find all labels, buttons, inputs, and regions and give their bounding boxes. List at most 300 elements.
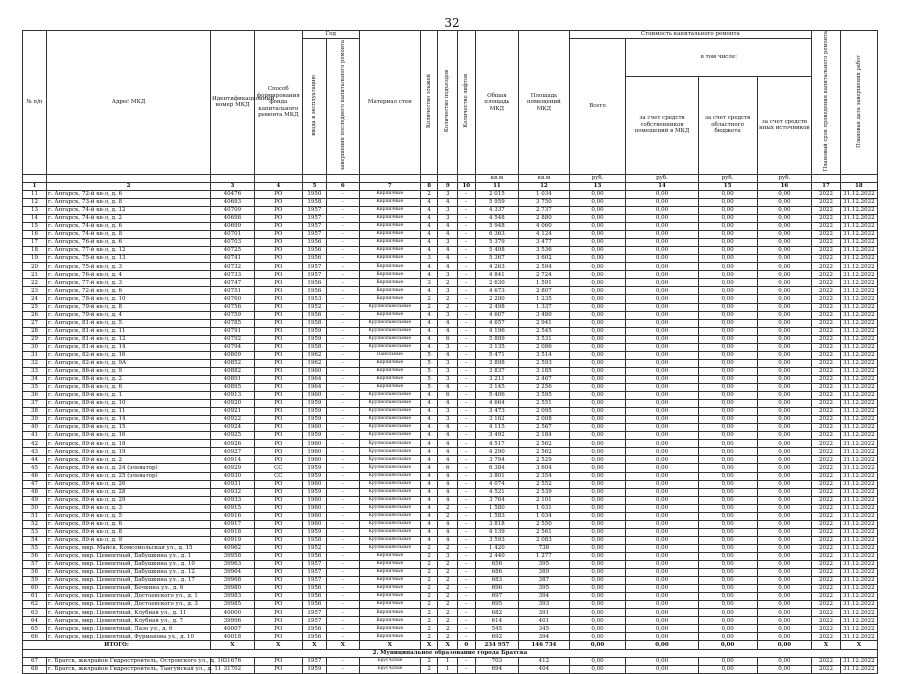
cell-cost-region: 0,00 (698, 327, 757, 335)
cell-floors: 4 (420, 504, 437, 512)
cell-year-commission: 1960 (302, 424, 326, 432)
cell-area-total: 1 580 (475, 504, 519, 512)
cell-wall-material: Кирпичные (359, 263, 420, 271)
cell-cost-total: 0,00 (569, 223, 626, 231)
table-row (23, 448, 878, 456)
cell-planned-end: 31.12.2022 (840, 665, 877, 673)
cell-wall-material: Панельные (359, 351, 420, 359)
unit-cell: руб. (569, 174, 626, 182)
total-cell: X (438, 641, 458, 649)
cell-address: г. Ангарск, 89-й кв-л, д. 5 (47, 512, 211, 520)
total-cell: X (420, 641, 437, 649)
cell-row-number: 50 (23, 504, 47, 512)
cell-floors: 4 (420, 271, 437, 279)
cell-year-commission: 1957 (302, 577, 326, 585)
cell-area-premises: 401 (519, 617, 569, 625)
table-row (23, 488, 878, 496)
cell-row-number: 52 (23, 520, 47, 528)
cell-year-last-repair: - (326, 327, 359, 335)
cell-address: г. Ангарск, 86-й кв-л, д. 9 (47, 367, 211, 375)
cell-address: г. Ангарск, 88-й кв-л, д. 6 (47, 383, 211, 391)
cell-planned-end: 31.12.2022 (840, 223, 877, 231)
cell-mkd-id: 40759 (211, 311, 255, 319)
table-row (23, 569, 878, 577)
cell-planned-end: 31.12.2022 (840, 319, 877, 327)
cell-year-commission: 1957 (302, 215, 326, 223)
cell-lifts: - (458, 215, 475, 223)
cell-floors: 2 (420, 295, 437, 303)
table-row (23, 424, 878, 432)
cell-cost-other: 0,00 (757, 561, 812, 569)
cell-entrances: 3 (438, 359, 458, 367)
cell-lifts: - (458, 657, 475, 665)
cell-entrances: 4 (438, 448, 458, 456)
cell-cost-other: 0,00 (757, 287, 812, 295)
cell-address: г. Ангарск, мкр. Майск, Комсомольская ул., д. 15 (47, 544, 211, 552)
cell-cost-total: 0,00 (569, 625, 626, 633)
cell-fund-method: РО (254, 496, 302, 504)
cell-deadline: 2022 (812, 512, 840, 520)
cell-area-premises: 391 (519, 609, 569, 617)
cell-cost-other: 0,00 (757, 408, 812, 416)
cell-cost-total: 0,00 (569, 617, 626, 625)
cell-mkd-id: 40913 (211, 392, 255, 400)
cell-floors: 4 (420, 536, 437, 544)
cell-area-premises: 2 008 (519, 416, 569, 424)
cell-area-total: 3 801 (475, 472, 519, 480)
cell-year-commission: 1960 (302, 512, 326, 520)
cell-area-total: 4 337 (475, 206, 519, 214)
cell-area-total: 4 196 (475, 327, 519, 335)
cell-row-number: 58 (23, 569, 47, 577)
cell-floors: 4 (420, 512, 437, 520)
cell-fund-method: РО (254, 520, 302, 528)
hdr-area-premises: Площадь помещений МКД (519, 31, 569, 175)
cell-wall-material: Кирпичные (359, 295, 420, 303)
total-cell: 0 (458, 641, 475, 649)
hdr-id: Идентификационный номер МКД (211, 31, 255, 175)
cell-floors: 4 (420, 528, 437, 536)
cell-floors: 4 (420, 392, 437, 400)
cell-lifts: - (458, 287, 475, 295)
unit-cell: кв.м (475, 174, 519, 182)
cell-mkd-id: 40000 (211, 609, 255, 617)
cell-planned-end: 31.12.2022 (840, 496, 877, 504)
cell-year-last-repair: - (326, 665, 359, 673)
cell-entrances: 2 (438, 504, 458, 512)
cell-cost-owners: 0,00 (626, 448, 698, 456)
cell-area-total: 4 139 (475, 528, 519, 536)
cell-cost-other: 0,00 (757, 633, 812, 641)
cell-cost-other: 0,00 (757, 400, 812, 408)
cell-planned-end: 31.12.2022 (840, 472, 877, 480)
cell-row-number: 46 (23, 472, 47, 480)
hdr-cost-group: Стоимость капитального ремонта (569, 31, 812, 39)
cell-cost-total: 0,00 (569, 552, 626, 560)
cell-mkd-id: 40725 (211, 247, 255, 255)
table-row (23, 440, 878, 448)
cell-area-premises: 2 354 (519, 472, 569, 480)
cell-cost-region: 0,00 (698, 512, 757, 520)
cell-row-number: 53 (23, 528, 47, 536)
cell-cost-total: 0,00 (569, 383, 626, 391)
cell-planned-end: 31.12.2022 (840, 585, 877, 593)
cell-year-commission: 1960 (302, 480, 326, 488)
cell-cost-other: 0,00 (757, 231, 812, 239)
cell-entrances: 3 (438, 375, 458, 383)
cell-cost-other: 0,00 (757, 536, 812, 544)
cell-area-premises: 3 185 (519, 367, 569, 375)
cell-cost-region: 0,00 (698, 520, 757, 528)
cell-area-total: 3 162 (475, 416, 519, 424)
cell-entrances: 2 (438, 512, 458, 520)
cell-wall-material: Кирпичные (359, 247, 420, 255)
cell-area-premises: 394 (519, 633, 569, 641)
cell-deadline: 2022 (812, 528, 840, 536)
cell-cost-owners: 0,00 (626, 432, 698, 440)
cell-row-number: 41 (23, 432, 47, 440)
cell-cost-total: 0,00 (569, 247, 626, 255)
cell-deadline: 2022 (812, 311, 840, 319)
cell-year-commission: 1960 (302, 440, 326, 448)
cell-floors: 4 (420, 464, 437, 472)
cell-area-premises: 738 (519, 544, 569, 552)
cell-cost-total: 0,00 (569, 375, 626, 383)
total-cell: 0,00 (626, 641, 698, 649)
cell-planned-end: 31.12.2022 (840, 577, 877, 585)
cell-year-commission: 1960 (302, 392, 326, 400)
cell-address: г. Ангарск, 78-й кв-л, д. 10 (47, 295, 211, 303)
cell-cost-region: 0,00 (698, 552, 757, 560)
cell-entrances: 3 (438, 287, 458, 295)
cell-mkd-id: 39985 (211, 601, 255, 609)
cell-cost-total: 0,00 (569, 504, 626, 512)
cell-mkd-id: 40785 (211, 319, 255, 327)
cell-wall-material: Кирпичные (359, 287, 420, 295)
cell-cost-owners: 0,00 (626, 569, 698, 577)
cell-planned-end: 31.12.2022 (840, 383, 877, 391)
cell-cost-other: 0,00 (757, 480, 812, 488)
cell-lifts: - (458, 319, 475, 327)
cell-entrances: 6 (438, 392, 458, 400)
cell-entrances: 2 (438, 295, 458, 303)
cell-deadline: 2022 (812, 561, 840, 569)
cell-lifts: - (458, 520, 475, 528)
cell-planned-end: 31.12.2022 (840, 633, 877, 641)
cell-lifts: - (458, 343, 475, 351)
cell-area-premises: 2 545 (519, 327, 569, 335)
cell-planned-end: 31.12.2022 (840, 279, 877, 287)
cell-cost-total: 0,00 (569, 665, 626, 673)
cell-deadline: 2022 (812, 440, 840, 448)
cell-row-number: 16 (23, 231, 47, 239)
cell-cost-region: 0,00 (698, 472, 757, 480)
cell-floors: 4 (420, 198, 437, 206)
cell-wall-material: Кирпичные (359, 577, 420, 585)
cell-cost-owners: 0,00 (626, 512, 698, 520)
cell-year-last-repair: - (326, 593, 359, 601)
cell-floors: 5 (420, 367, 437, 375)
cell-row-number: 36 (23, 392, 47, 400)
cell-cost-total: 0,00 (569, 593, 626, 601)
cell-lifts: - (458, 279, 475, 287)
cell-area-total: 4 841 (475, 271, 519, 279)
cell-cost-other: 0,00 (757, 335, 812, 343)
hdr-lifts: Количество лифтов (458, 31, 475, 175)
cell-cost-region: 0,00 (698, 375, 757, 383)
cell-floors: 4 (420, 343, 437, 351)
cell-area-premises: 2 256 (519, 383, 569, 391)
cell-area-premises: 3 536 (519, 247, 569, 255)
cell-area-total: 3 145 (475, 383, 519, 391)
cell-cost-other: 0,00 (757, 625, 812, 633)
cell-mkd-id: 39963 (211, 561, 255, 569)
cell-mkd-id: 40920 (211, 400, 255, 408)
cell-mkd-id: 40929 (211, 464, 255, 472)
table-row (23, 392, 878, 400)
cell-cost-total: 0,00 (569, 198, 626, 206)
cell-address: г. Ангарск, 89-й кв-л, д. 8 (47, 528, 211, 536)
cell-lifts: - (458, 335, 475, 343)
cell-mkd-id: 40709 (211, 206, 255, 214)
table-row (23, 416, 878, 424)
cell-lifts: - (458, 593, 475, 601)
cell-cost-total: 0,00 (569, 311, 626, 319)
column-index-cell: 5 (302, 182, 326, 190)
table-row (23, 504, 878, 512)
cell-cost-total: 0,00 (569, 231, 626, 239)
cell-fund-method: РО (254, 424, 302, 432)
table-row (23, 303, 878, 311)
table-row (23, 432, 878, 440)
cell-cost-owners: 0,00 (626, 375, 698, 383)
cell-wall-material: Крупнопанельные (359, 303, 420, 311)
cell-address: г. Ангарск, 74-й кв-л, д. 8 (47, 231, 211, 239)
cell-year-last-repair: - (326, 585, 359, 593)
cell-lifts: - (458, 617, 475, 625)
cell-address: г. Ангарск, 89-й кв-л, д. 16 (47, 432, 211, 440)
cell-entrances: 4 (438, 263, 458, 271)
cell-cost-total: 0,00 (569, 343, 626, 351)
cell-cost-other: 0,00 (757, 319, 812, 327)
cell-entrances: 3 (438, 206, 458, 214)
cell-year-commission: 1952 (302, 544, 326, 552)
cell-mkd-id: 40930 (211, 472, 255, 480)
cell-floors: 2 (420, 601, 437, 609)
cell-lifts: - (458, 359, 475, 367)
cell-cost-total: 0,00 (569, 255, 626, 263)
cell-wall-material: Крупнопанельные (359, 496, 420, 504)
repair-register-table (22, 30, 878, 674)
cell-address: г. Ангарск, 82-й кв-л, д. 16 (47, 351, 211, 359)
cell-row-number: 61 (23, 593, 47, 601)
cell-area-premises: 2 593 (519, 359, 569, 367)
cell-year-last-repair: - (326, 190, 359, 198)
cell-cost-region: 0,00 (698, 351, 757, 359)
cell-area-total: 2 630 (475, 279, 519, 287)
cell-cost-owners: 0,00 (626, 271, 698, 279)
cell-area-total: 2 200 (475, 295, 519, 303)
hdr-method: Способ формирования фонда капитального ремонта МКД (254, 31, 302, 175)
cell-planned-end: 31.12.2022 (840, 456, 877, 464)
cell-mkd-id: 39980 (211, 585, 255, 593)
cell-row-number: 22 (23, 279, 47, 287)
cell-mkd-id: 39968 (211, 577, 255, 585)
cell-row-number: 56 (23, 552, 47, 560)
cell-mkd-id: 40915 (211, 504, 255, 512)
cell-year-last-repair: - (326, 633, 359, 641)
cell-area-premises: 2 880 (519, 215, 569, 223)
cell-cost-owners: 0,00 (626, 593, 698, 601)
cell-deadline: 2022 (812, 206, 840, 214)
cell-wall-material: Крупнопанельные (359, 504, 420, 512)
cell-floors: 2 (420, 552, 437, 560)
cell-planned-end: 31.12.2022 (840, 536, 877, 544)
cell-year-last-repair: - (326, 448, 359, 456)
cell-address: г. Ангарск, мкр. Цементный, Фурманова ул., д. 10 (47, 633, 211, 641)
cell-fund-method: РО (254, 239, 302, 247)
cell-fund-method: РО (254, 231, 302, 239)
cell-deadline: 2022 (812, 271, 840, 279)
cell-area-premises: 1 235 (519, 295, 569, 303)
cell-entrances: 2 (438, 593, 458, 601)
cell-area-total: 686 (475, 569, 519, 577)
cell-wall-material: Крупнопанельные (359, 319, 420, 327)
cell-cost-total: 0,00 (569, 536, 626, 544)
cell-cost-total: 0,00 (569, 472, 626, 480)
table-row (23, 383, 878, 391)
cell-wall-material: Крупнопанельные (359, 544, 420, 552)
cell-cost-owners: 0,00 (626, 255, 698, 263)
cell-entrances: 4 (438, 223, 458, 231)
cell-cost-region: 0,00 (698, 303, 757, 311)
cell-cost-total: 0,00 (569, 319, 626, 327)
cell-year-commission: 1959 (302, 472, 326, 480)
cell-deadline: 2022 (812, 231, 840, 239)
unit-cell: руб. (698, 174, 757, 182)
cell-fund-method: РО (254, 287, 302, 295)
cell-area-premises: 3 531 (519, 335, 569, 343)
cell-area-premises: 2 551 (519, 400, 569, 408)
cell-cost-region: 0,00 (698, 585, 757, 593)
cell-mkd-id: 39958 (211, 552, 255, 560)
cell-planned-end: 31.12.2022 (840, 464, 877, 472)
cell-area-total: 545 (475, 625, 519, 633)
cell-floors: 4 (420, 239, 437, 247)
cell-area-total: 3 473 (475, 408, 519, 416)
cell-fund-method: РО (254, 279, 302, 287)
cell-row-number: 21 (23, 271, 47, 279)
cell-deadline: 2022 (812, 239, 840, 247)
hdr-cost-owners: за счет средств собственников помещений в МКД (626, 76, 698, 174)
cell-cost-total: 0,00 (569, 657, 626, 665)
cell-planned-end: 31.12.2022 (840, 593, 877, 601)
cell-area-total: 703 (475, 657, 519, 665)
cell-year-commission: 1959 (302, 327, 326, 335)
cell-cost-owners: 0,00 (626, 287, 698, 295)
cell-fund-method: РО (254, 255, 302, 263)
cell-row-number: 15 (23, 223, 47, 231)
cell-area-premises: 2 724 (519, 271, 569, 279)
cell-area-premises: 2 083 (519, 536, 569, 544)
hdr-planned-end: Плановая дата завершения работ (840, 31, 877, 175)
cell-lifts: - (458, 440, 475, 448)
cell-area-premises: 3 604 (519, 464, 569, 472)
cell-area-premises: 2 101 (519, 496, 569, 504)
cell-year-commission: 1959 (302, 335, 326, 343)
cell-deadline: 2022 (812, 577, 840, 585)
hdr-entrances: Количество подъездов (438, 31, 458, 175)
cell-cost-region: 0,00 (698, 424, 757, 432)
cell-area-total: 5 379 (475, 239, 519, 247)
cell-row-number: 13 (23, 206, 47, 214)
table-body (23, 174, 878, 673)
cell-planned-end: 31.12.2022 (840, 206, 877, 214)
table-row (23, 577, 878, 585)
cell-year-last-repair: - (326, 239, 359, 247)
cell-planned-end: 31.12.2022 (840, 424, 877, 432)
cell-fund-method: РО (254, 512, 302, 520)
cell-deadline: 2022 (812, 400, 840, 408)
page-number: 32 (444, 16, 460, 30)
cell-entrances: 6 (438, 464, 458, 472)
cell-lifts: - (458, 480, 475, 488)
cell-planned-end: 31.12.2022 (840, 392, 877, 400)
cell-row-number: 39 (23, 416, 47, 424)
cell-fund-method: РО (254, 247, 302, 255)
table-row (23, 408, 878, 416)
cell-cost-region: 0,00 (698, 633, 757, 641)
cell-wall-material: Кирпичные (359, 552, 420, 560)
cell-year-last-repair: - (326, 416, 359, 424)
cell-cost-region: 0,00 (698, 359, 757, 367)
cell-wall-material: Крупнопанельные (359, 335, 420, 343)
cell-year-last-repair: - (326, 472, 359, 480)
cell-area-premises: 1 031 (519, 504, 569, 512)
cell-cost-owners: 0,00 (626, 544, 698, 552)
cell-cost-owners: 0,00 (626, 472, 698, 480)
cell-cost-owners: 0,00 (626, 633, 698, 641)
cell-wall-material: Крупнопанельные (359, 472, 420, 480)
cell-cost-region: 0,00 (698, 544, 757, 552)
cell-row-number: 31 (23, 351, 47, 359)
cell-floors: 2 (420, 544, 437, 552)
cell-wall-material: Крупнопанельные (359, 343, 420, 351)
cell-cost-owners: 0,00 (626, 263, 698, 271)
cell-cost-owners: 0,00 (626, 239, 698, 247)
table-row (23, 367, 878, 375)
cell-address: г. Ангарск, 89-й кв-л, д. 3 (47, 504, 211, 512)
cell-wall-material: Кирпичные (359, 255, 420, 263)
cell-lifts: - (458, 367, 475, 375)
cell-cost-region: 0,00 (698, 448, 757, 456)
cell-deadline: 2022 (812, 383, 840, 391)
cell-fund-method: РО (254, 432, 302, 440)
cell-cost-owners: 0,00 (626, 536, 698, 544)
cell-deadline: 2022 (812, 287, 840, 295)
cell-lifts: - (458, 311, 475, 319)
cell-mkd-id: 40924 (211, 424, 255, 432)
cell-entrances: 2 (438, 279, 458, 287)
cell-mkd-id: 40733 (211, 271, 255, 279)
cell-year-commission: 1957 (302, 569, 326, 577)
cell-area-total: 3 837 (475, 367, 519, 375)
cell-row-number: 47 (23, 480, 47, 488)
cell-year-commission: 1957 (302, 617, 326, 625)
cell-cost-region: 0,00 (698, 625, 757, 633)
cell-floors: 4 (420, 335, 437, 343)
column-index-cell: 12 (519, 182, 569, 190)
